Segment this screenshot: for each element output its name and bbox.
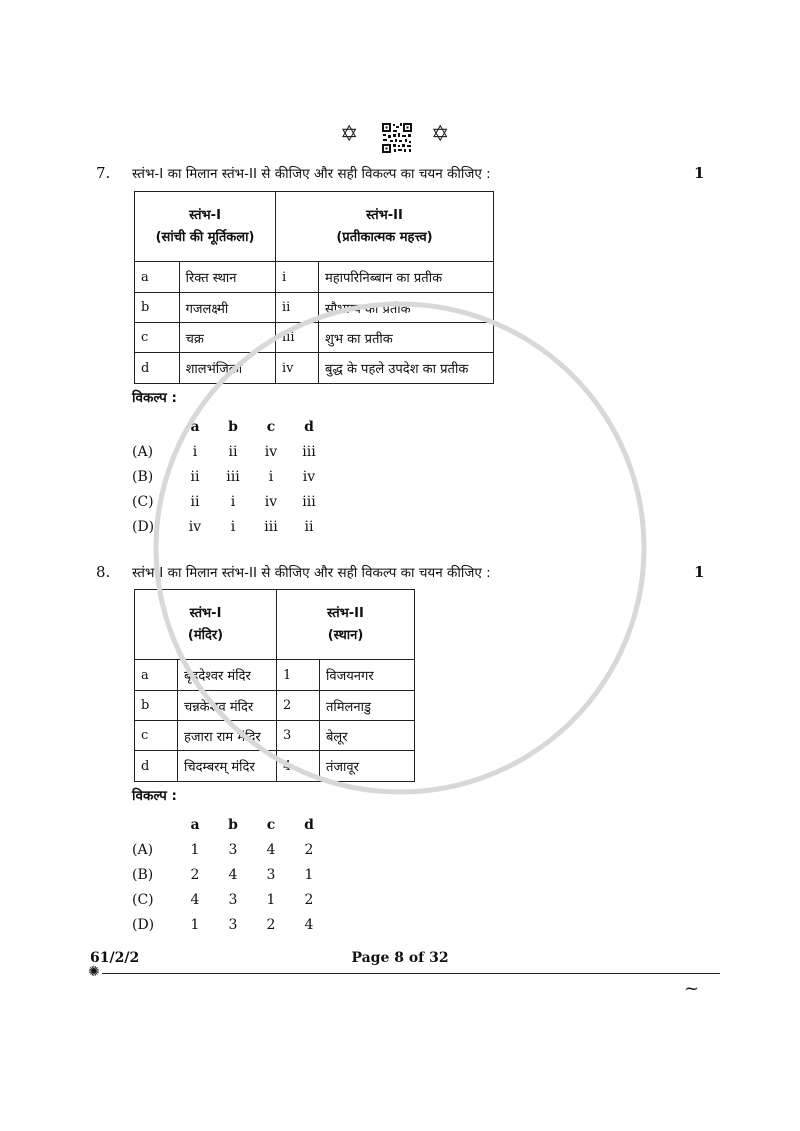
column-2-subtitle: (स्थान) [327, 627, 364, 643]
question-7-options-label: विकल्प : [132, 390, 177, 406]
column-2-title: स्तंभ-II [366, 207, 403, 223]
table-row [135, 691, 415, 721]
option-row [132, 912, 328, 937]
question-7-match-table [134, 191, 494, 384]
row-item: विजयनगर [320, 660, 415, 691]
column-1-header [135, 192, 276, 262]
column-2-header [276, 192, 494, 262]
table-row [135, 293, 494, 323]
column-2-title: स्तंभ-II [327, 605, 364, 621]
option-label: (D) [132, 916, 155, 933]
option-value: i [230, 518, 236, 535]
option-value: 1 [190, 841, 200, 858]
row-item: चन्नकेशव मंदिर [178, 691, 277, 721]
option-value: 2 [266, 916, 276, 933]
row-key: ii [276, 293, 319, 323]
row-key: b [135, 293, 180, 323]
row-item: चक्र [179, 323, 275, 353]
option-header: b [228, 816, 238, 833]
row-key: 2 [277, 691, 320, 721]
row-item: गजलक्ष्मी [179, 293, 275, 323]
row-key: d [135, 353, 180, 384]
option-value: 4 [304, 916, 314, 933]
option-label: (D) [132, 518, 155, 535]
row-item: चिदम्बरम् मंदिर [178, 751, 277, 782]
footer-rule [102, 973, 720, 974]
option-value: 2 [304, 891, 314, 908]
page-header [0, 122, 800, 158]
column-1-subtitle: (सांची की मूर्तिकला) [155, 229, 255, 245]
option-label: (C) [132, 891, 154, 908]
row-item: बृहदेश्वर मंदिर [178, 660, 277, 691]
table-row [135, 660, 415, 691]
option-value: 4 [266, 841, 276, 858]
option-value: 3 [228, 916, 238, 933]
option-label: (A) [132, 841, 154, 858]
row-key: 4 [277, 751, 320, 782]
row-item: बेलूर [320, 721, 415, 751]
option-value: 3 [266, 866, 276, 883]
option-value: ii [190, 468, 200, 485]
option-row [132, 464, 328, 489]
option-value: ii [304, 518, 314, 535]
option-value: iii [264, 518, 278, 535]
row-item: सौभाग्य का प्रतीक [319, 293, 494, 323]
qr-code-icon [381, 122, 413, 154]
row-item: बुद्ध के पहले उपदेश का प्रतीक [319, 353, 494, 384]
option-row [132, 514, 328, 539]
option-header: a [190, 418, 200, 435]
row-item: महापरिनिब्बान का प्रतीक [319, 262, 494, 293]
paper-code: 61/2/2 [90, 950, 140, 966]
row-key: 3 [277, 721, 320, 751]
row-key: 1 [277, 660, 320, 691]
sun-ornament-icon: ✺ [88, 964, 100, 980]
row-item: शालभंजिका [179, 353, 275, 384]
page-number: Page 8 of 32 [351, 950, 449, 966]
option-value: iii [226, 468, 240, 485]
row-key: i [276, 262, 319, 293]
question-8-number: 8. [96, 563, 111, 581]
option-value: 3 [228, 891, 238, 908]
option-value: 4 [228, 866, 238, 883]
column-1-title: स्तंभ-I [189, 605, 222, 621]
option-row [132, 862, 328, 887]
column-1-subtitle: (मंदिर) [187, 627, 224, 643]
option-value: iv [188, 518, 202, 535]
question-8-match-table [134, 589, 415, 782]
table-row [135, 751, 415, 782]
row-item: रिक्त स्थान [179, 262, 275, 293]
option-value: iv [302, 468, 316, 485]
option-value: 1 [266, 891, 276, 908]
row-item: शुभ का प्रतीक [319, 323, 494, 353]
column-2-subtitle: (प्रतीकात्मक महत्त्व) [336, 229, 433, 245]
question-7-text: स्तंभ-I का मिलान स्तंभ-II से कीजिए और सही विकल्प का चयन कीजिए : [132, 166, 491, 182]
option-header: d [304, 816, 314, 833]
row-key: c [135, 721, 178, 751]
option-header: c [266, 816, 276, 833]
option-header: a [190, 816, 200, 833]
row-item: तंजावूर [320, 751, 415, 782]
option-value: i [268, 468, 274, 485]
table-row [135, 262, 494, 293]
option-row [132, 439, 328, 464]
row-item: हजारा राम मंदिर [178, 721, 277, 751]
question-8-marks: 1 [694, 563, 705, 581]
question-7-marks: 1 [694, 164, 705, 182]
star-of-david-icon: ✡ [431, 122, 450, 147]
table-row [135, 353, 494, 384]
question-7-options [132, 414, 328, 539]
column-2-header [277, 590, 415, 660]
option-value: iii [302, 493, 316, 510]
option-value: 4 [190, 891, 200, 908]
row-key: d [135, 751, 178, 782]
option-header: c [266, 418, 276, 435]
option-header: d [304, 418, 314, 435]
column-1-title: स्तंभ-I [189, 207, 221, 223]
option-label: (B) [132, 866, 154, 883]
option-value: 1 [190, 916, 200, 933]
option-value: i [230, 493, 236, 510]
option-header: b [228, 418, 238, 435]
table-row [135, 721, 415, 751]
column-1-header [135, 590, 277, 660]
option-value: 2 [304, 841, 314, 858]
option-row [132, 837, 328, 862]
option-value: iii [302, 443, 316, 460]
row-key: a [135, 262, 180, 293]
option-row [132, 887, 328, 912]
question-8-options [132, 812, 328, 937]
row-key: b [135, 691, 178, 721]
row-key: c [135, 323, 180, 353]
option-value: i [192, 443, 198, 460]
option-label: (B) [132, 468, 154, 485]
question-7-number: 7. [96, 164, 111, 182]
question-8-options-label: विकल्प : [132, 788, 177, 804]
option-value: iv [264, 443, 278, 460]
option-label: (A) [132, 443, 154, 460]
tilde-mark: ~ [684, 978, 700, 999]
option-value: iv [264, 493, 278, 510]
option-value: ii [190, 493, 200, 510]
option-value: 1 [304, 866, 314, 883]
option-value: 3 [228, 841, 238, 858]
row-key: a [135, 660, 178, 691]
row-item: तमिलनाडु [320, 691, 415, 721]
option-row [132, 489, 328, 514]
table-row [135, 323, 494, 353]
question-8-text: स्तंभ-I का मिलान स्तंभ-II से कीजिए और सही विकल्प का चयन कीजिए : [132, 565, 491, 581]
option-value: 2 [190, 866, 200, 883]
row-key: iii [276, 323, 319, 353]
star-of-david-icon: ✡ [340, 122, 359, 147]
row-key: iv [276, 353, 319, 384]
option-label: (C) [132, 493, 154, 510]
option-value: ii [228, 443, 238, 460]
